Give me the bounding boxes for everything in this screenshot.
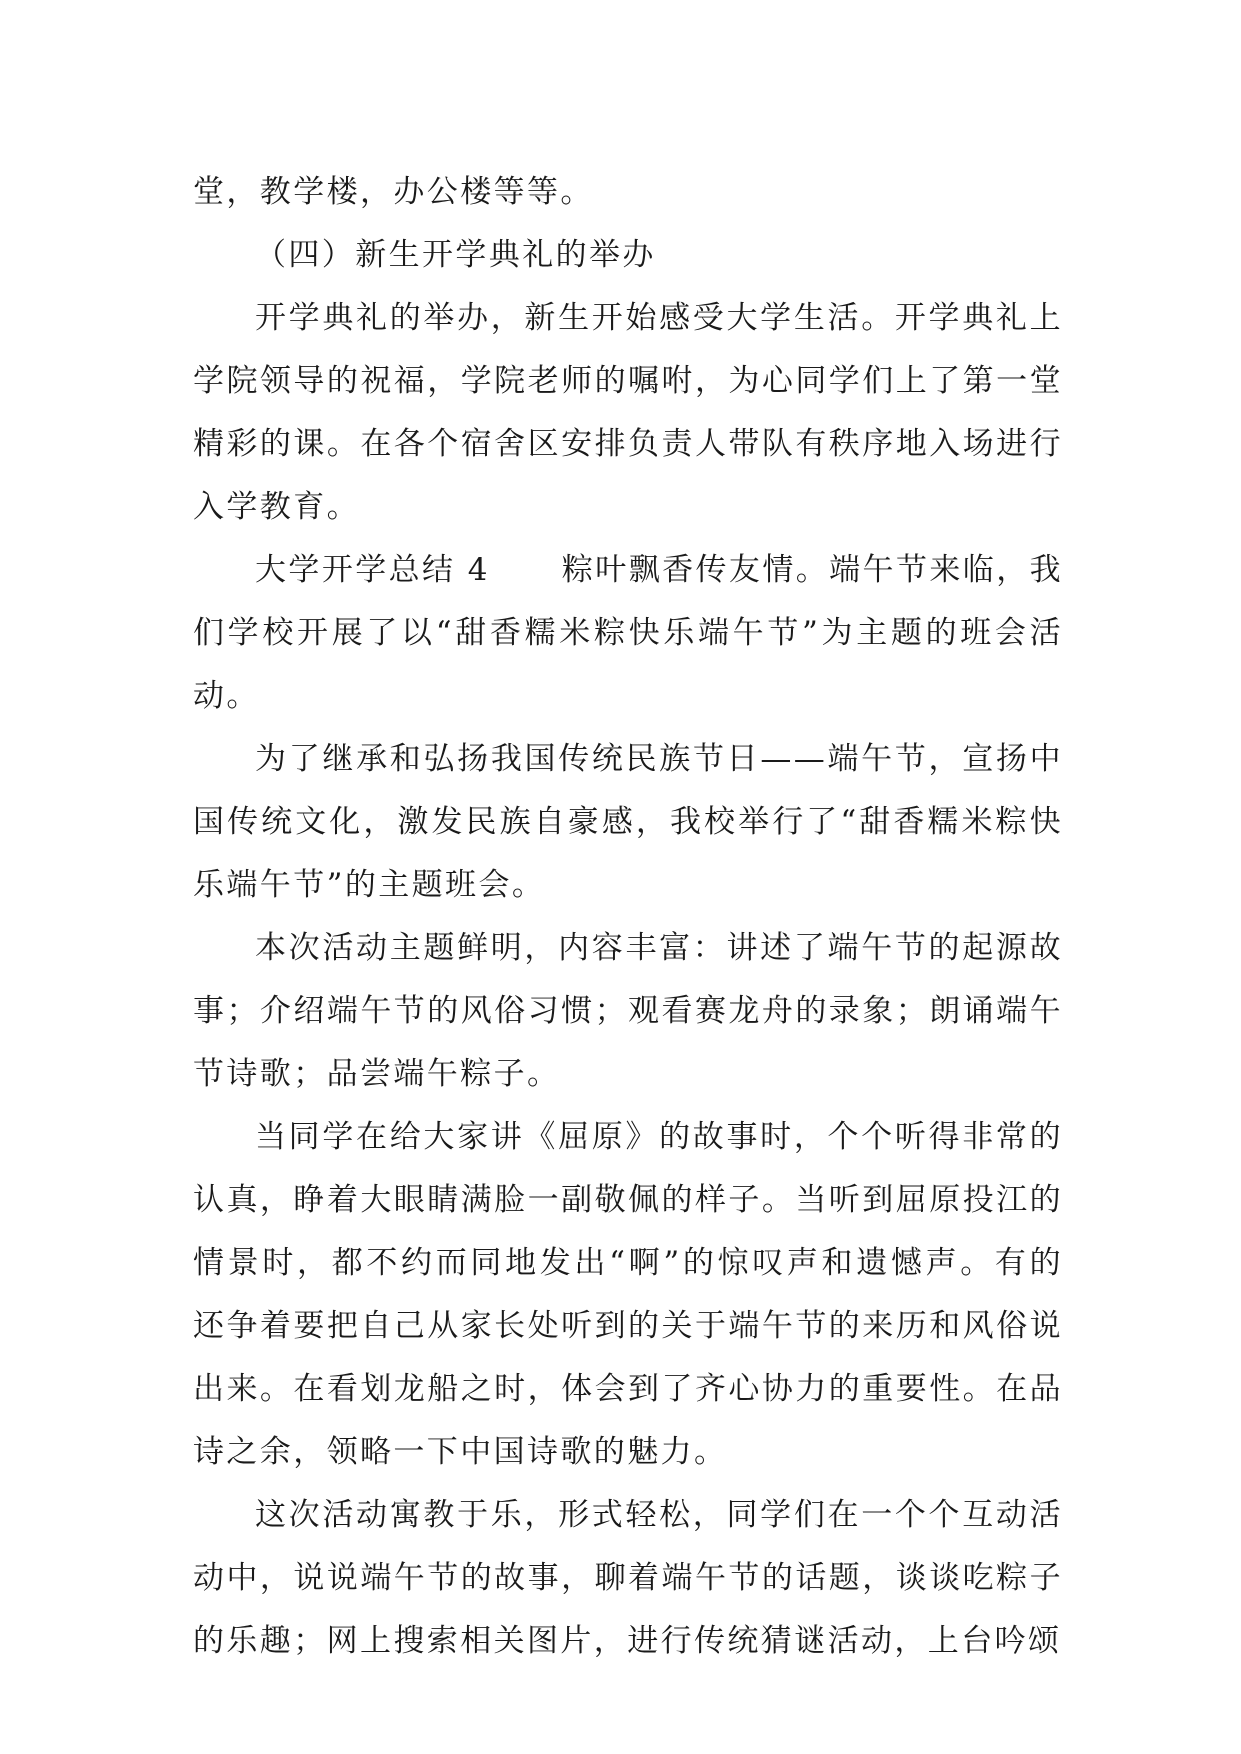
- paragraph-activity-reflection: 这次活动寓教于乐，形式轻松，同学们在一个个互动活动中，说说端午节的故事，聊着端午节的话题，谈谈吃粽子的乐趣；网上搜索相关图片，进行传统猜谜活动，上台吟颂: [193, 1497, 1063, 1659]
- paragraph-continuation: 堂，教学楼，办公楼等等。: [193, 174, 594, 210]
- paragraph-qu-yuan-story: 当同学在给大家讲《屈原》的故事时，个个听得非常的认真，睁着大眼睛满脸一副敬佩的样子。当听到屈原投江的情景时，都不约而同地发出“啊”的惊叹声和遗憾声。有的还争着要把自己从家长处听到的关于端午节的来历和风俗说出来。在看划龙船之时，体会到了齐心协力的重要性。在品诗之余，领略一下中国诗歌的魅力。: [193, 1119, 1063, 1470]
- paragraph-summary-4: [193, 539, 1063, 728]
- paragraph-activity-content: 本次活动主题鲜明，内容丰富：讲述了端午节的起源故事；介绍端午节的风俗习惯；观看赛龙舟的录象；朗诵端午节诗歌；品尝端午粽子。: [193, 930, 1063, 1092]
- summary-title: 大学开学总结 4: [255, 552, 490, 588]
- paragraph-opening-ceremony: 开学典礼的举办，新生开始感受大学生活。开学典礼上学院领导的祝福，学院老师的嘱咐，为心同学们上了第一堂精彩的课。在各个宿舍区安排负责人带队有秩序地入场进行入学教育。: [193, 300, 1063, 525]
- paragraph-purpose: 为了继承和弘扬我国传统民族节日——端午节，宣扬中国传统文化，激发民族自豪感，我校举行了“甜香糯米粽快乐端午节”的主题班会。: [193, 741, 1063, 903]
- section-heading: （四）新生开学典礼的举办: [255, 237, 656, 273]
- summary-intro-text: 粽叶飘香传友情。端午节来临，我们学校开展了以“甜香糯米粽快乐端午节”为主题的班会活动。: [193, 552, 1064, 714]
- document-body: [193, 161, 1063, 1673]
